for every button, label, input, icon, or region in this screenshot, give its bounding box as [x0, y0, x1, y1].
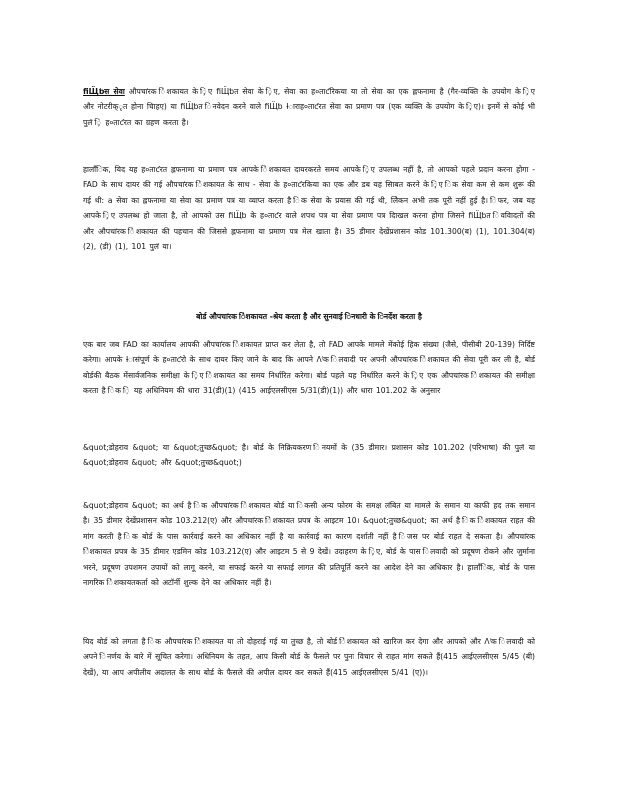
paragraph-service-text: औपचा̍रक ि̾शकायत के ि̡ए ﬁЩ̈ƅत सेवा के ि̡ए, सेवा का ह०ताƈरिकया या तो सेवा का एक ह्लफनामा है (गैर-व्यक्ति के उपयोग के ि̡ए और नोटरीक्ृत होना चािहए) या ﬁЩ̈ƅत िनवेदन करने वाले ﬁЩ̈ƅ Ɨाराह०ताƈरत सेवा का प्रमाण पत्र (एक व्यक्ति के उपयोग के ि̡ए)। इनमें से कोई भी पुल̈ ि̡ ह०ताƈरत का ग्रहण करता है। — [83, 87, 535, 127]
paragraph-service — [83, 84, 535, 130]
paragraph-definition: &quot;डोहराव &quot; या &quot;तुच्छ&quot; है। बोर्ड के निक्रियकरण िनयमों के (35 डीमार। प्रशासन कोड 101.202 (परिभाषा) की पुल̈ या &quot;डोहराव &quot; और &quot;तुच्छ&quot;) — [83, 443, 535, 468]
paragraph-duplicative: &quot;डोहराव &quot; का अर्थ है िक औपचा̍रक ि̾शकायत बोर्ड या िकसी अन्य फोरम के समक्ष लंबित या मामले के समान या काफी हद तक समान है। 35 डीमार देखेंप्रशासन कोड 103.212(ए) और औपचा̍रक ि̾शकायत प्रपत्र के आइटम 10। &quot;तुच्छ&quot; का अर्थ है िक ि̾शकायत राहत की मांग करती है िक बोर्ड के पास कार्रवाई करने का अधिकार नहीं है या कार्रवाई का कारण दर्शाती नहीं है िजस पर बोर्ड राहत दे सकता है। औपचा̍रक ि̾शकायत प्रपत्र के 35 डीमार एडमिन कोड 103.212(ए) और आइटम 5 से 9 देखें। उदाहरण के ि̡ए, बोर्ड के पास िलवादी को प्रदूषण रोकने और जुर्माना भरने, प्रदूषण उपशमन उपायों को लागू करने, या सफाई करने या सफाई लागत की प्रतिपूर्ति करने का आदेश देने का अधिकार है। हालाँिक, बोर्ड के पास नागरिक ि̾शकायतकर्ता को अटॉर्नी शुल्क देने का अधिकार नहीं है। — [83, 501, 535, 588]
section-heading: बोर्ड औपचा̍रक ि̾शकायत -श्रेय करता है और सुनवाई िनधारी के िनर्देश करता है — [196, 312, 422, 321]
paragraph-dismissal: यिद बोर्ड को लगता है िक औपचा̍रक ि̾शकायत या तो दोहराई गई या तुच्छ है, तो बोर्ड ि̾शकायत को खारिज कर देगा और आपको और Ʌˡक िलवादी को अपने िनर्णय के बारे में सूचित करेगा। अधिनियम के तहत, आप किसी बोर्ड के फैसले पर पुनः विचार से राहत मांग सकते हैं(415 आईएलसीएस 5/45 (बी) देखें), या आप अपीलीय अदालत के साथ बोर्ड के फैसले की अपील दायर कर सकते हैं(415 आईएलसीएस 5/41 (ए))। — [83, 637, 535, 677]
paragraph-affidavit: हालाँिक, यिद यह ह०ताƈरत ह्लफनामा या प्रमाण पत्र आपके ि̾शकायत दायरकरते समय आपके ि̡ए उपलब्ध नहीं है, तो आपको पहले प्रदान करना होगा - FAD के साथ दायर की गई औपचा̍रक ि̾शकायत के साथ - सेवा के ह०ताƈरकिया का एक और डब यह सािबत करने के ि̡ए िक सेवा कम से कम शुरू की गई थी: a सेवा का ह्लफनामा या सेवा का प्रमाण पत्र या व्याप्त करता है िक सेवा के प्रयास की गई थी, लेिकन अभी तक पूरी नहीं हुई है। िफर, जब यह आपके ि̡ए उपलब्ध हो जाता है, तो आपको उस ﬁЩ̈ƅ के ह०ताƈर वाले शपथ पत्र या सेवा प्रमाण पत्र दािखल करना होगा जिसने ﬁЩ̈ƅत िववािदतों की और औपचा̍रक ि̾शकायत की पहचान की जिससे ह्लफनामा या प्रमाण पत्र मेल खाता है। 35 डीमार देखेंप्रशासन कोड 101.300(ब) (1), 101.304(ब) (2), (डी) (1), 101 पुल̈ या। — [83, 165, 535, 252]
paragraph-lead: ﬁЩ̈ƅस सेवा — [83, 87, 125, 96]
paragraph-review: एक बार जब FAD का कार्यालय आपकी औपचा̍रक ि̾शकायत प्राप्त कर लेता है, तो FAD आपके मामले मेंकोई हिक संख्या (जैसे, पीसीबी 20-139) निर्दिष्ट करेगा। आपके Ɨासंपूर्ण के ह०ताƈरो के साथ दायर किए जाने के बाद कि आपने Ʌˡक िलवादी पर अपनी औपचा̍रक ि̾शकायत की सेवा पूरी कर ली है, बोर्ड बोर्डकी बैठक मेंसार्वजनिक समीक्षा के ि̡ए ि̾शकायत का समय निर्धारित करेगा। बोर्ड पहले यह निर्धारित करने के ि̡ए एक औपचा̍रक ि̾शकायत की समीक्षा करता है िक ि̦ यह अधिनियम की धारा 31(डी)(1) (415 आईएलसीएस 5/31(डी)(1)) और धारा 101.202 के अनुसार — [83, 340, 535, 396]
